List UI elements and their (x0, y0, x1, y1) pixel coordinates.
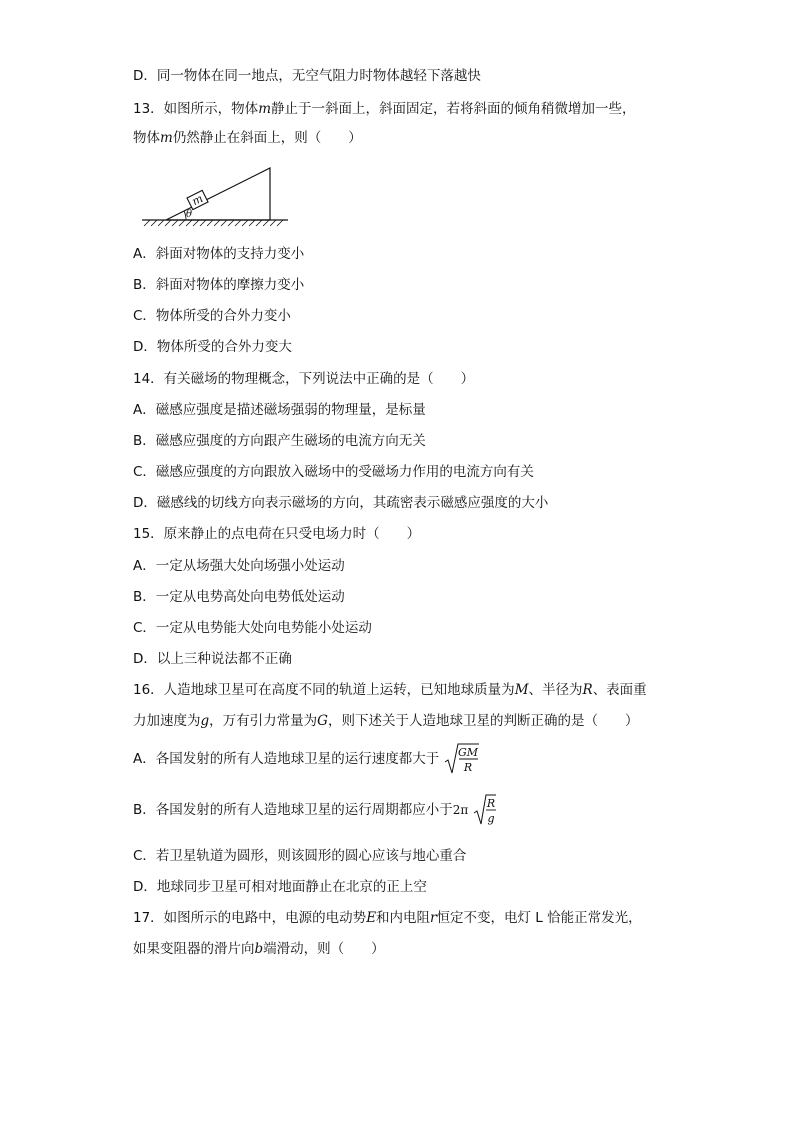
q16-option-b-text: B．各国发射的所有人造地球卫星的运行周期都应小于 (133, 802, 453, 818)
q16-stem-part: 、表面重 (592, 682, 647, 698)
q15-stem: 15．原来静止的点电荷在只受电场力时（ ） (133, 526, 421, 542)
q15-option-c: C．一定从电势能大处向电势能小处运动 (133, 620, 372, 636)
angle-label: θ (186, 209, 193, 220)
q16-stem-line2 (133, 711, 638, 731)
q16-option-a (133, 742, 480, 776)
radical-sign (473, 793, 497, 827)
q17-stem-part: 17．如图所示的电路中，电源的电动势 (133, 910, 367, 926)
q17-stem-part: 如果变阻器的滑片向 (133, 941, 255, 957)
incline-figure (140, 160, 290, 228)
incline-triangle (166, 168, 270, 220)
fraction-numerator: R (486, 797, 495, 810)
q14-option-b: B．磁感应强度的方向跟产生磁场的电流方向无关 (133, 433, 426, 449)
q13-stem-line2 (133, 128, 362, 148)
q16-option-b-coef: 2π (452, 803, 469, 817)
q14-option-c: C．磁感应强度的方向跟放入磁场中的受磁场力作用的电流方向有关 (133, 464, 534, 480)
q16-symbol-M: M (514, 682, 529, 698)
q13-option-d: D．物体所受的合外力变大 (133, 339, 292, 355)
fraction-denominator: R (463, 761, 472, 774)
q16-stem-line1 (133, 680, 647, 700)
q17-stem-line2 (133, 939, 385, 959)
radical-sign (444, 742, 480, 776)
q13-symbol-m: m (258, 101, 271, 117)
q13-stem-part: 静止于一斜面上，斜面固定，若将斜面的倾角稍微增加一些， (271, 101, 636, 117)
q13-symbol-m: m (160, 130, 173, 146)
q17-symbol-E: E (366, 910, 377, 926)
sqrt-formula (473, 793, 497, 827)
q17-symbol-r: r (430, 910, 437, 926)
q17-symbol-b: b (254, 941, 264, 957)
q16-option-d: D．地球同步卫星可相对地面静止在北京的正上空 (133, 879, 427, 895)
q13-option-b: B．斜面对物体的摩擦力变小 (133, 277, 305, 293)
block-label: m (189, 191, 206, 209)
q13-stem-part: 物体 (133, 130, 160, 146)
q16-symbol-R: R (582, 682, 593, 698)
block-m (187, 190, 208, 209)
q15-option-b: B．一定从电势高处向电势低处运动 (133, 589, 345, 605)
q13-option-a: A．斜面对物体的支持力变小 (133, 246, 305, 262)
q16-symbol-g: g (200, 713, 210, 729)
q13-stem-line1 (133, 99, 636, 119)
q13-option-c: C．物体所受的合外力变小 (133, 308, 291, 324)
q16-option-a-text: A．各国发射的所有人造地球卫星的运行速度都大于 (133, 751, 440, 767)
q13-stem-part: 13．如图所示，物体 (133, 101, 259, 117)
q15-option-a: A．一定从场强大处向场强小处运动 (133, 558, 345, 574)
q16-stem-part: ，万有引力常量为 (209, 713, 318, 729)
q16-option-b (133, 793, 497, 827)
q16-stem-part: 16．人造地球卫星可在高度不同的轨道上运转，已知地球质量为 (133, 682, 515, 698)
q16-stem-part: ，则下述关于人造地球卫星的判断正确的是（ ） (327, 713, 639, 729)
q16-stem-part: 、半径为 (528, 682, 583, 698)
ground-hatching (144, 220, 283, 226)
fraction-numerator: GM (457, 746, 478, 759)
q16-stem-part: 力加速度为 (133, 713, 201, 729)
q17-stem-part: 恒定不变，电灯 L 恰能正常发光， (436, 910, 642, 926)
sqrt-formula (444, 742, 480, 776)
q15-option-d: D．以上三种说法都不正确 (133, 651, 292, 667)
q13-stem-part: 仍然静止在斜面上，则（ ） (172, 130, 362, 146)
q12-option-d: D．同一物体在同一地点，无空气阻力时物体越轻下落越快 (133, 68, 481, 84)
q17-stem-line1 (133, 908, 642, 928)
q14-stem: 14．有关磁场的物理概念，下列说法中正确的是（ ） (133, 371, 475, 387)
q17-stem-part: 端滑动，则（ ） (263, 941, 385, 957)
q16-option-c: C．若卫星轨道为圆形，则该圆形的圆心应该与地心重合 (133, 848, 467, 864)
q17-stem-part: 和内电阻 (376, 910, 431, 926)
fraction-denominator: g (487, 812, 495, 825)
q16-symbol-G: G (317, 713, 328, 729)
q14-option-d: D．磁感线的切线方向表示磁场的方向，其疏密表示磁感应强度的大小 (133, 495, 549, 511)
q14-option-a: A．磁感应强度是描述磁场强弱的物理量，是标量 (133, 402, 426, 418)
